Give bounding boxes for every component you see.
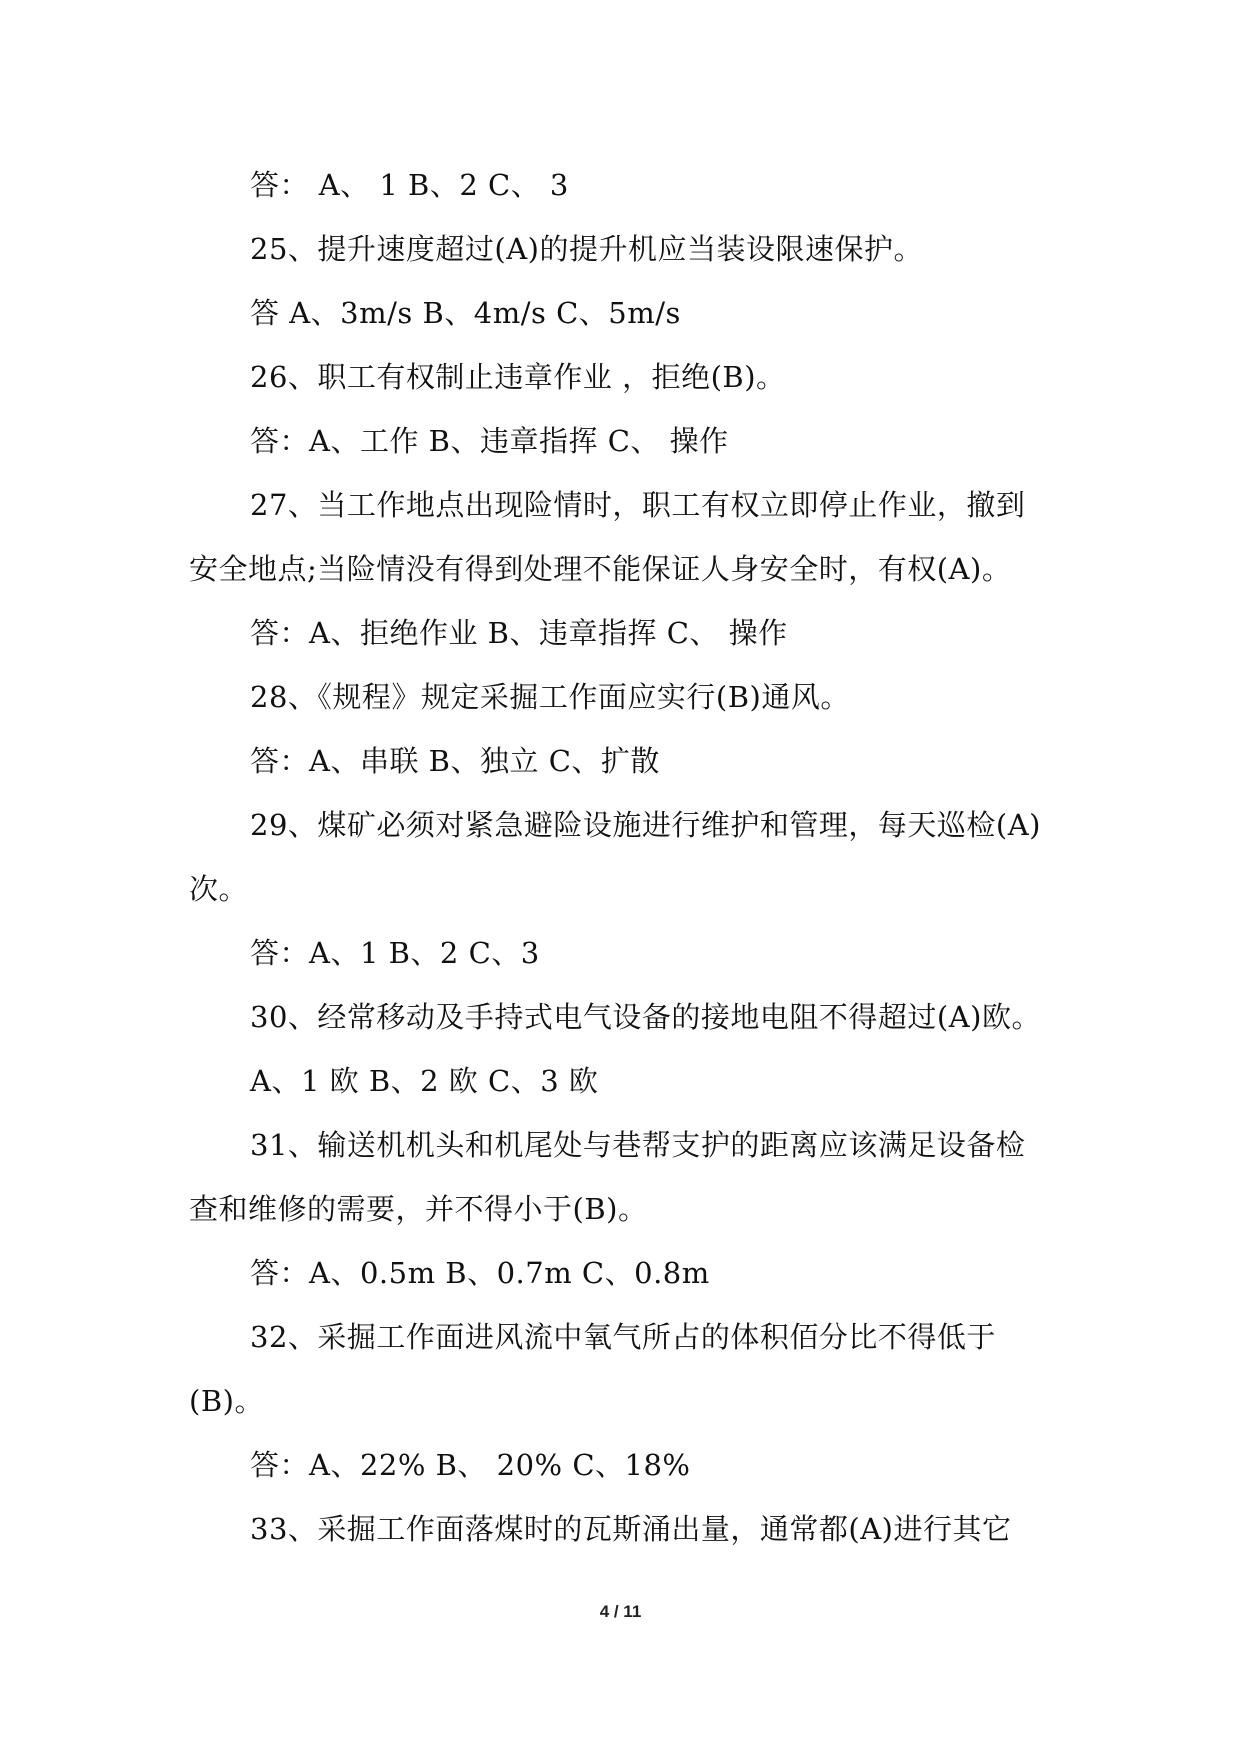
question-31-line-2: 查和维修的需要，并不得小于(B)。: [189, 1192, 648, 1226]
question-32-line-1: 32、采掘工作面进风流中氧气所占的体积佰分比不得低于: [250, 1320, 996, 1354]
answer-line-28: 答：A、串联 B、独立 C、扩散: [250, 744, 660, 778]
answer-line-32: 答：A、22% B、 20% C、18%: [250, 1448, 691, 1482]
question-29-line-2: 次。: [189, 872, 249, 906]
answer-line-31: 答：A、0.5m B、0.7m C、0.8m: [250, 1256, 710, 1290]
answer-line-24: 答： A、 1 B、2 C、 3: [250, 168, 569, 202]
answer-line-25: 答 A、3m/s B、4m/s C、5m/s: [250, 296, 681, 330]
question-29-line-1: 29、煤矿必须对紧急避险设施进行维护和管理，每天巡检(A): [250, 808, 1041, 842]
page-number: 4 / 11: [599, 1602, 642, 1621]
answer-line-26: 答：A、工作 B、违章指挥 C、 操作: [250, 424, 729, 458]
question-31-line-1: 31、输送机机头和机尾处与巷帮支护的距离应该满足设备检: [250, 1128, 1026, 1162]
question-25: 25、提升速度超过(A)的提升机应当装设限速保护。: [250, 232, 923, 266]
question-28: 28、《规程》规定采掘工作面应实行(B)通风。: [250, 680, 850, 714]
question-33-line-1: 33、采掘工作面落煤时的瓦斯涌出量，通常都(A)进行其它: [250, 1512, 1012, 1546]
question-27-line-1: 27、当工作地点出现险情时，职工有权立即停止作业，撤到: [250, 488, 1026, 522]
question-27-line-2: 安全地点;当险情没有得到处理不能保证人身安全时，有权(A)。: [189, 552, 1012, 586]
answer-line-27: 答：A、拒绝作业 B、违章指挥 C、 操作: [250, 616, 788, 650]
answer-line-29: 答：A、1 B、2 C、3: [250, 936, 540, 970]
question-30: 30、经常移动及手持式电气设备的接地电阻不得超过(A)欧。: [250, 1000, 1041, 1034]
answer-line-30: A、1 欧 B、2 欧 C、3 欧: [250, 1064, 599, 1098]
question-26: 26、职工有权制止违章作业 ，拒绝(B)。: [250, 360, 786, 394]
question-32-line-2: (B)。: [189, 1384, 264, 1418]
